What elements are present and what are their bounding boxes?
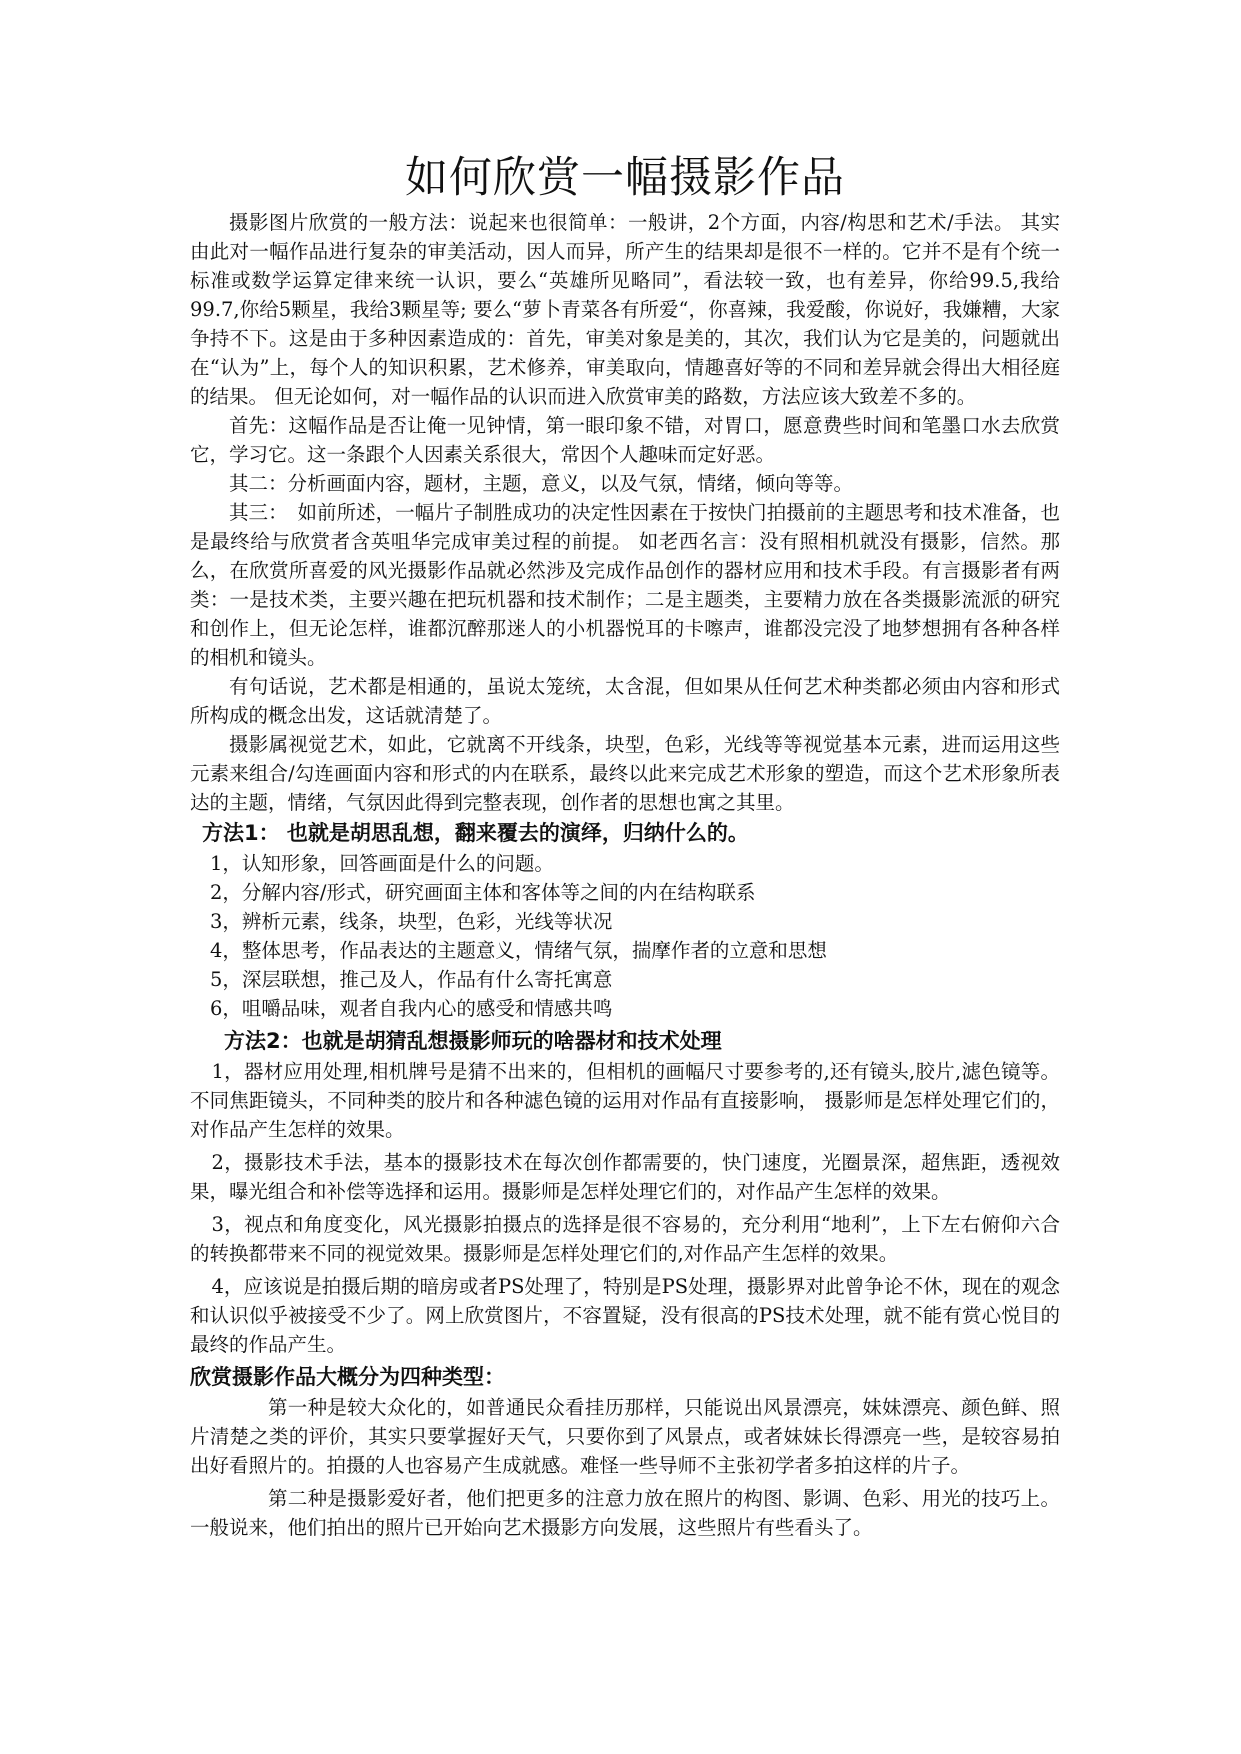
method2-item: 2，摄影技术手法，基本的摄影技术在每次创作都需要的，快门速度，光圈景深，超焦距，透视效果，曝光组合和补偿等选择和运用。摄影师是怎样处理它们的，对作品产生怎样的效果。	[190, 1151, 1060, 1203]
type-paragraph: 第一种是较大众化的，如普通民众看挂历那样，只能说出风景漂亮，妹妹漂亮、颜色鲜、照片清楚之类的评价，其实只要掌握好天气，只要你到了风景点，或者妹妹长得漂亮一些，是较容易拍出好看照片的。拍摄的人也容易产生成就感。难怪一些导师不主张初学者多拍这样的片子。	[190, 1396, 1060, 1477]
method2-item: 4，应该说是拍摄后期的暗房或者PS处理了，特别是PS处理，摄影界对此曾争论不休，现在的观念和认识似乎被接受不少了。网上欣赏图片，不容置疑，没有很高的PS技术处理，就不能有赏心悦目的最终的作品产生。	[190, 1275, 1060, 1356]
intro-paragraph: 摄影图片欣赏的一般方法：说起来也很简单：一般讲，2个方面，内容/构思和艺术/手法。 其实由此对一幅作品进行复杂的审美活动，因人而异，所产生的结果却是很不一样的。它并不是有个统一标准或数学运算定律来统一认识，要么“英雄所见略同”，看法较一致，也有差异，你给99.5,我给99.7,你给5颗星，我给3颗星等; 要么“萝卜青菜各有所爱“，你喜辣，我爱酸，你说好，我嫌糟，大家争持不下。这是由于多种因素造成的：首先，审美对象是美的，其次，我们认为它是美的，问题就出在“认为”上，每个人的知识积累，艺术修养，审美取向，情趣喜好等的不同和差异就会得出大相径庭的结果。 但无论如何，对一幅作品的认识而进入欣赏审美的路数，方法应该大致差不多的。	[190, 211, 1060, 408]
intro-paragraph: 摄影属视觉艺术，如此，它就离不开线条，块型，色彩，光线等等视觉基本元素，进而运用这些元素来组合/勾连画面内容和形式的内在联系，最终以此来完成艺术形象的塑造，而这个艺术形象所表达的主题，情绪，气氛因此得到完整表现，创作者的思想也寓之其里。	[190, 733, 1060, 814]
method2-item: 3，视点和角度变化，风光摄影拍摄点的选择是很不容易的，充分利用“地利”，上下左右俯仰六合的转换都带来不同的视觉效果。摄影师是怎样处理它们的,对作品产生怎样的效果。	[190, 1213, 1060, 1265]
method1-heading: 方法1： 也就是胡思乱想，翻来覆去的演绎，归纳什么的。	[202, 821, 749, 845]
method2-item: 1，器材应用处理,相机牌号是猜不出来的，但相机的画幅尺寸要参考的,还有镜头,胶片,滤色镜等。不同焦距镜头，不同种类的胶片和各种滤色镜的运用对作品有直接影响， 摄影师是怎样处理它们的，对作品产生怎样的效果。	[190, 1060, 1060, 1141]
intro-paragraph: 首先：这幅作品是否让俺一见钟情，第一眼印象不错，对胃口，愿意费些时间和笔墨口水去欣赏它，学习它。这一条跟个人因素关系很大，常因个人趣味而定好恶。	[190, 414, 1060, 466]
method1-item: 4，整体思考，作品表达的主题意义，情绪气氛，揣摩作者的立意和思想	[210, 939, 827, 962]
method1-item: 1，认知形象，回答画面是什么的问题。	[210, 852, 554, 875]
method1-item: 3，辨析元素，线条，块型，色彩，光线等状况	[210, 910, 613, 933]
intro-paragraph: 有句话说，艺术都是相通的，虽说太笼统，太含混，但如果从任何艺术种类都必须由内容和形式所构成的概念出发，这话就清楚了。	[190, 675, 1060, 727]
intro-paragraph: 其三： 如前所述，一幅片子制胜成功的决定性因素在于按快门拍摄前的主题思考和技术准备，也是最终给与欣赏者含英咀华完成审美过程的前提。 如老西名言：没有照相机就没有摄影，信然。那么，在欣赏所喜爱的风光摄影作品就必然涉及完成作品创作的器材应用和技术手段。有言摄影者有两类：一是技术类，主要兴趣在把玩机器和技术制作；二是主题类，主要精力放在各类摄影流派的研究和创作上，但无论怎样，谁都沉醉那迷人的小机器悦耳的卡嚓声，谁都没完没了地梦想拥有各种各样的相机和镜头。	[190, 501, 1060, 669]
page-title: 如何欣赏一幅摄影作品	[405, 153, 845, 203]
types-heading: 欣赏摄影作品大概分为四种类型：	[190, 1365, 505, 1389]
method2-heading: 方法2：也就是胡猜乱想摄影师玩的啥器材和技术处理	[224, 1029, 722, 1053]
method1-item: 5，深层联想，推己及人，作品有什么寄托寓意	[210, 968, 613, 991]
method1-item: 6，咀嚼品味，观者自我内心的感受和情感共鸣	[210, 997, 613, 1020]
type-paragraph: 第二种是摄影爱好者，他们把更多的注意力放在照片的构图、影调、色彩、用光的技巧上。一般说来，他们拍出的照片已开始向艺术摄影方向发展，这些照片有些看头了。	[190, 1487, 1060, 1539]
intro-paragraph: 其二：分析画面内容，题材，主题，意义，以及气氛，情绪，倾向等等。	[229, 472, 854, 495]
document-page	[190, 150, 1060, 1542]
method1-item: 2，分解内容/形式，研究画面主体和客体等之间的内在结构联系	[210, 881, 756, 904]
